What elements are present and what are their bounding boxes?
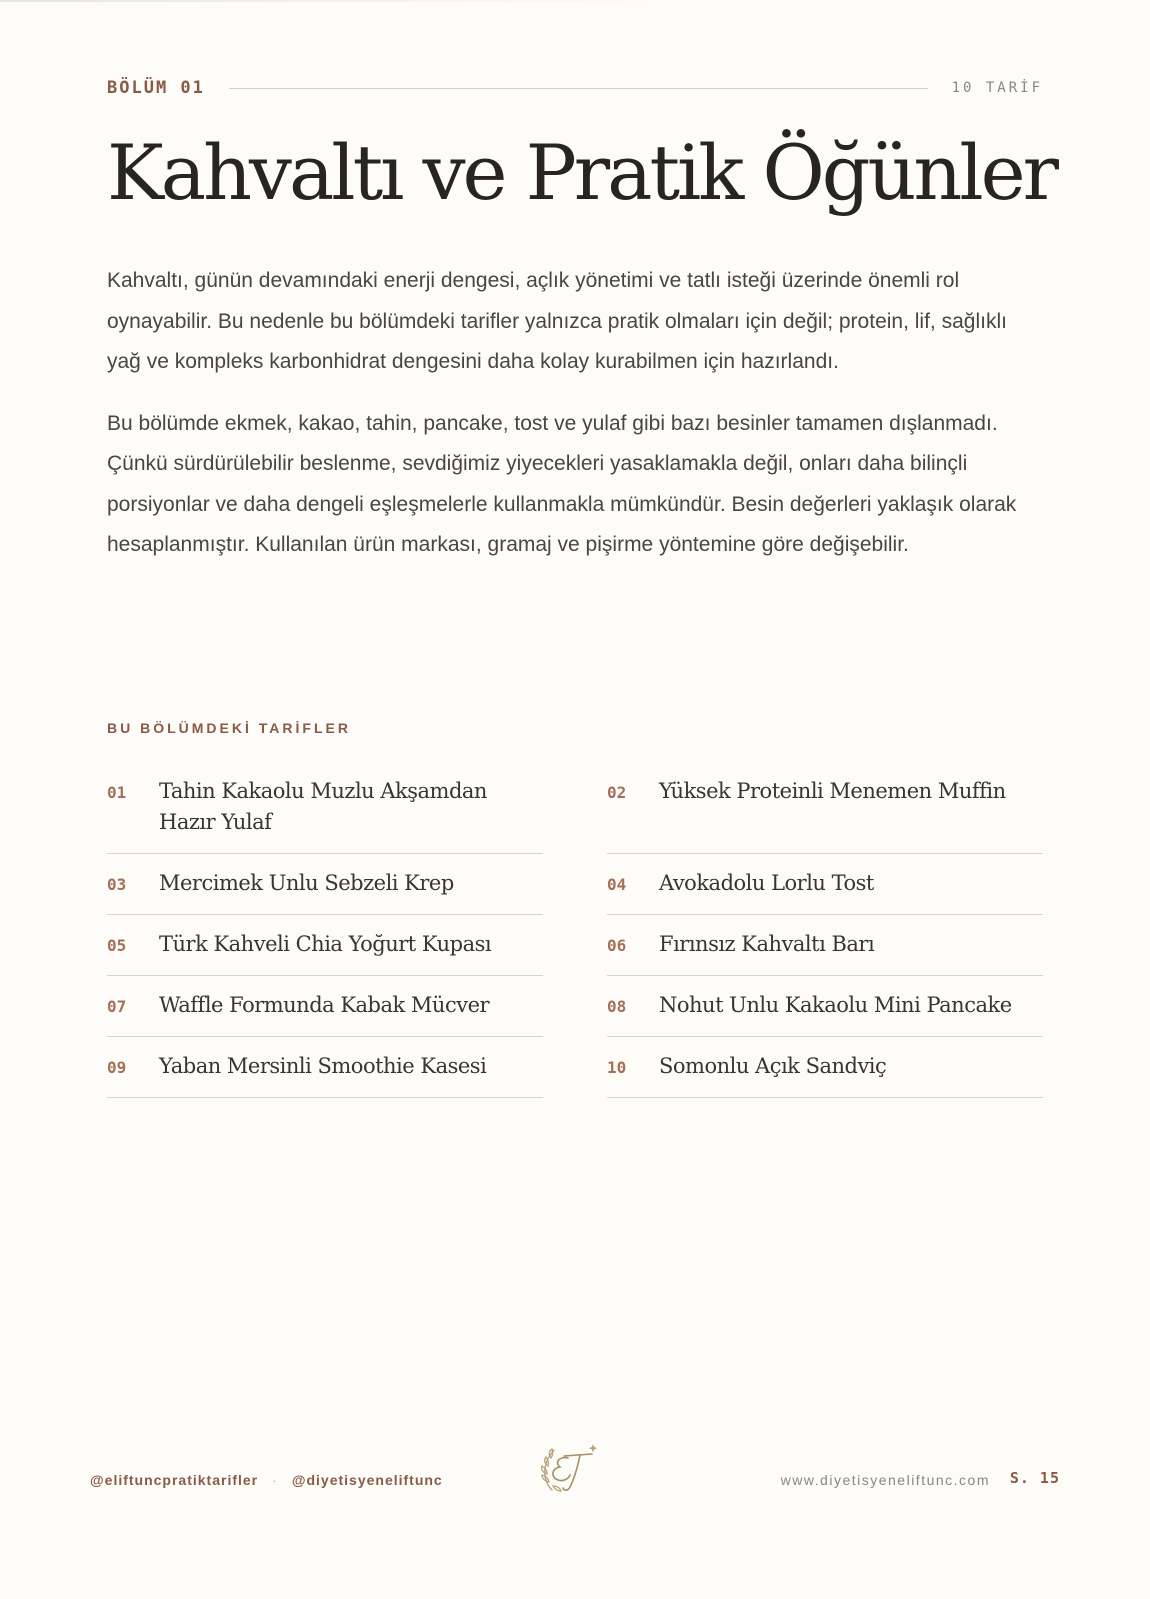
section-divider [229, 88, 928, 89]
recipe-item[interactable] [107, 762, 543, 854]
recipe-item[interactable] [607, 1037, 1043, 1098]
recipe-name: Tahin Kakaolu Muzlu Akşamdan Hazır Yulaf [159, 779, 487, 834]
section-header [107, 76, 1043, 100]
recipe-item[interactable] [607, 854, 1043, 915]
recipe-name: Somonlu Açık Sandviç [659, 1054, 887, 1078]
instagram-handle-recipes[interactable]: @eliftuncpratiktarifler [90, 1472, 259, 1488]
recipe-number: 06 [607, 936, 627, 955]
recipe-name: Fırınsız Kahvaltı Barı [659, 932, 875, 956]
social-handles [90, 1472, 443, 1488]
recipe-number: 04 [607, 875, 627, 894]
recipe-number: 01 [107, 783, 127, 802]
top-edge-shadow [0, 0, 670, 2]
recipe-name: Türk Kahveli Chia Yoğurt Kupası [159, 932, 492, 956]
section-label: BÖLÜM 01 [107, 78, 205, 98]
recipe-item[interactable] [607, 762, 1043, 854]
recipe-count: 10 TARİF [951, 80, 1043, 96]
recipe-item[interactable] [107, 854, 543, 915]
intro-text [107, 261, 1027, 587]
website-link[interactable]: www.diyetisyeneliftunc.com [780, 1472, 990, 1488]
recipe-item[interactable] [107, 915, 543, 976]
recipe-name: Avokadolu Lorlu Tost [659, 871, 874, 895]
recipe-item[interactable] [607, 915, 1043, 976]
intro-paragraph: Bu bölümde ekmek, kakao, tahin, pancake, tost ve yulaf gibi bazı besinler tamamen dışlanmadı. Çünkü sürdürülebilir beslenme, sevdiğimiz yiyecekleri yasaklamakla değil, onları daha bilinçli porsiyonlar ve daha dengeli eşleşmelerle kullanmakla mümkündür. Besin değerleri yaklaşık olarak hesaplanmıştır. Kullanılan ürün markası, gramaj ve pişirme yöntemine göre değişebilir. [107, 411, 1017, 556]
recipe-number: 08 [607, 997, 627, 1016]
recipe-name: Yaban Mersinli Smoothie Kasesi [159, 1054, 487, 1078]
recipe-number: 09 [107, 1058, 127, 1077]
recipe-number: 10 [607, 1058, 627, 1077]
page-number: S. 15 [1009, 1469, 1060, 1487]
recipe-item[interactable] [107, 976, 543, 1037]
recipe-number: 03 [107, 875, 127, 894]
intro-paragraph: Kahvaltı, günün devamındaki enerji dengesi, açlık yönetimi ve tatlı isteği üzerinde önemli rol oynayabilir. Bu nedenle bu bölümdeki tarifler yalnızca pratik olmaları için değil; protein, lif, sağlıklı yağ ve kompleks karbonhidrat dengesini daha kolay kurabilmen için hazırlandı. [107, 269, 1007, 373]
recipe-name: Mercimek Unlu Sebzeli Krep [159, 871, 454, 895]
recipes-heading: BU BÖLÜMDEKİ TARİFLER [107, 720, 351, 736]
recipe-number: 02 [607, 783, 627, 802]
page-title: Kahvaltı ve Pratik Öğünler [107, 128, 1056, 217]
recipe-number: 07 [107, 997, 127, 1016]
recipe-number: 05 [107, 936, 127, 955]
handle-separator: · [272, 1472, 278, 1488]
recipe-item[interactable] [607, 976, 1043, 1037]
instagram-handle-dietitian[interactable]: @diyetisyeneliftunc [291, 1472, 443, 1488]
et-monogram-laurel-icon [532, 1436, 602, 1502]
recipe-name: Nohut Unlu Kakaolu Mini Pancake [659, 993, 1012, 1017]
recipe-name: Waffle Formunda Kabak Mücver [159, 993, 490, 1017]
page-footer [90, 1466, 1060, 1496]
recipe-name: Yüksek Proteinli Menemen Muffin [659, 779, 1006, 803]
recipe-item[interactable] [107, 1037, 543, 1098]
recipe-list [107, 762, 1043, 1098]
